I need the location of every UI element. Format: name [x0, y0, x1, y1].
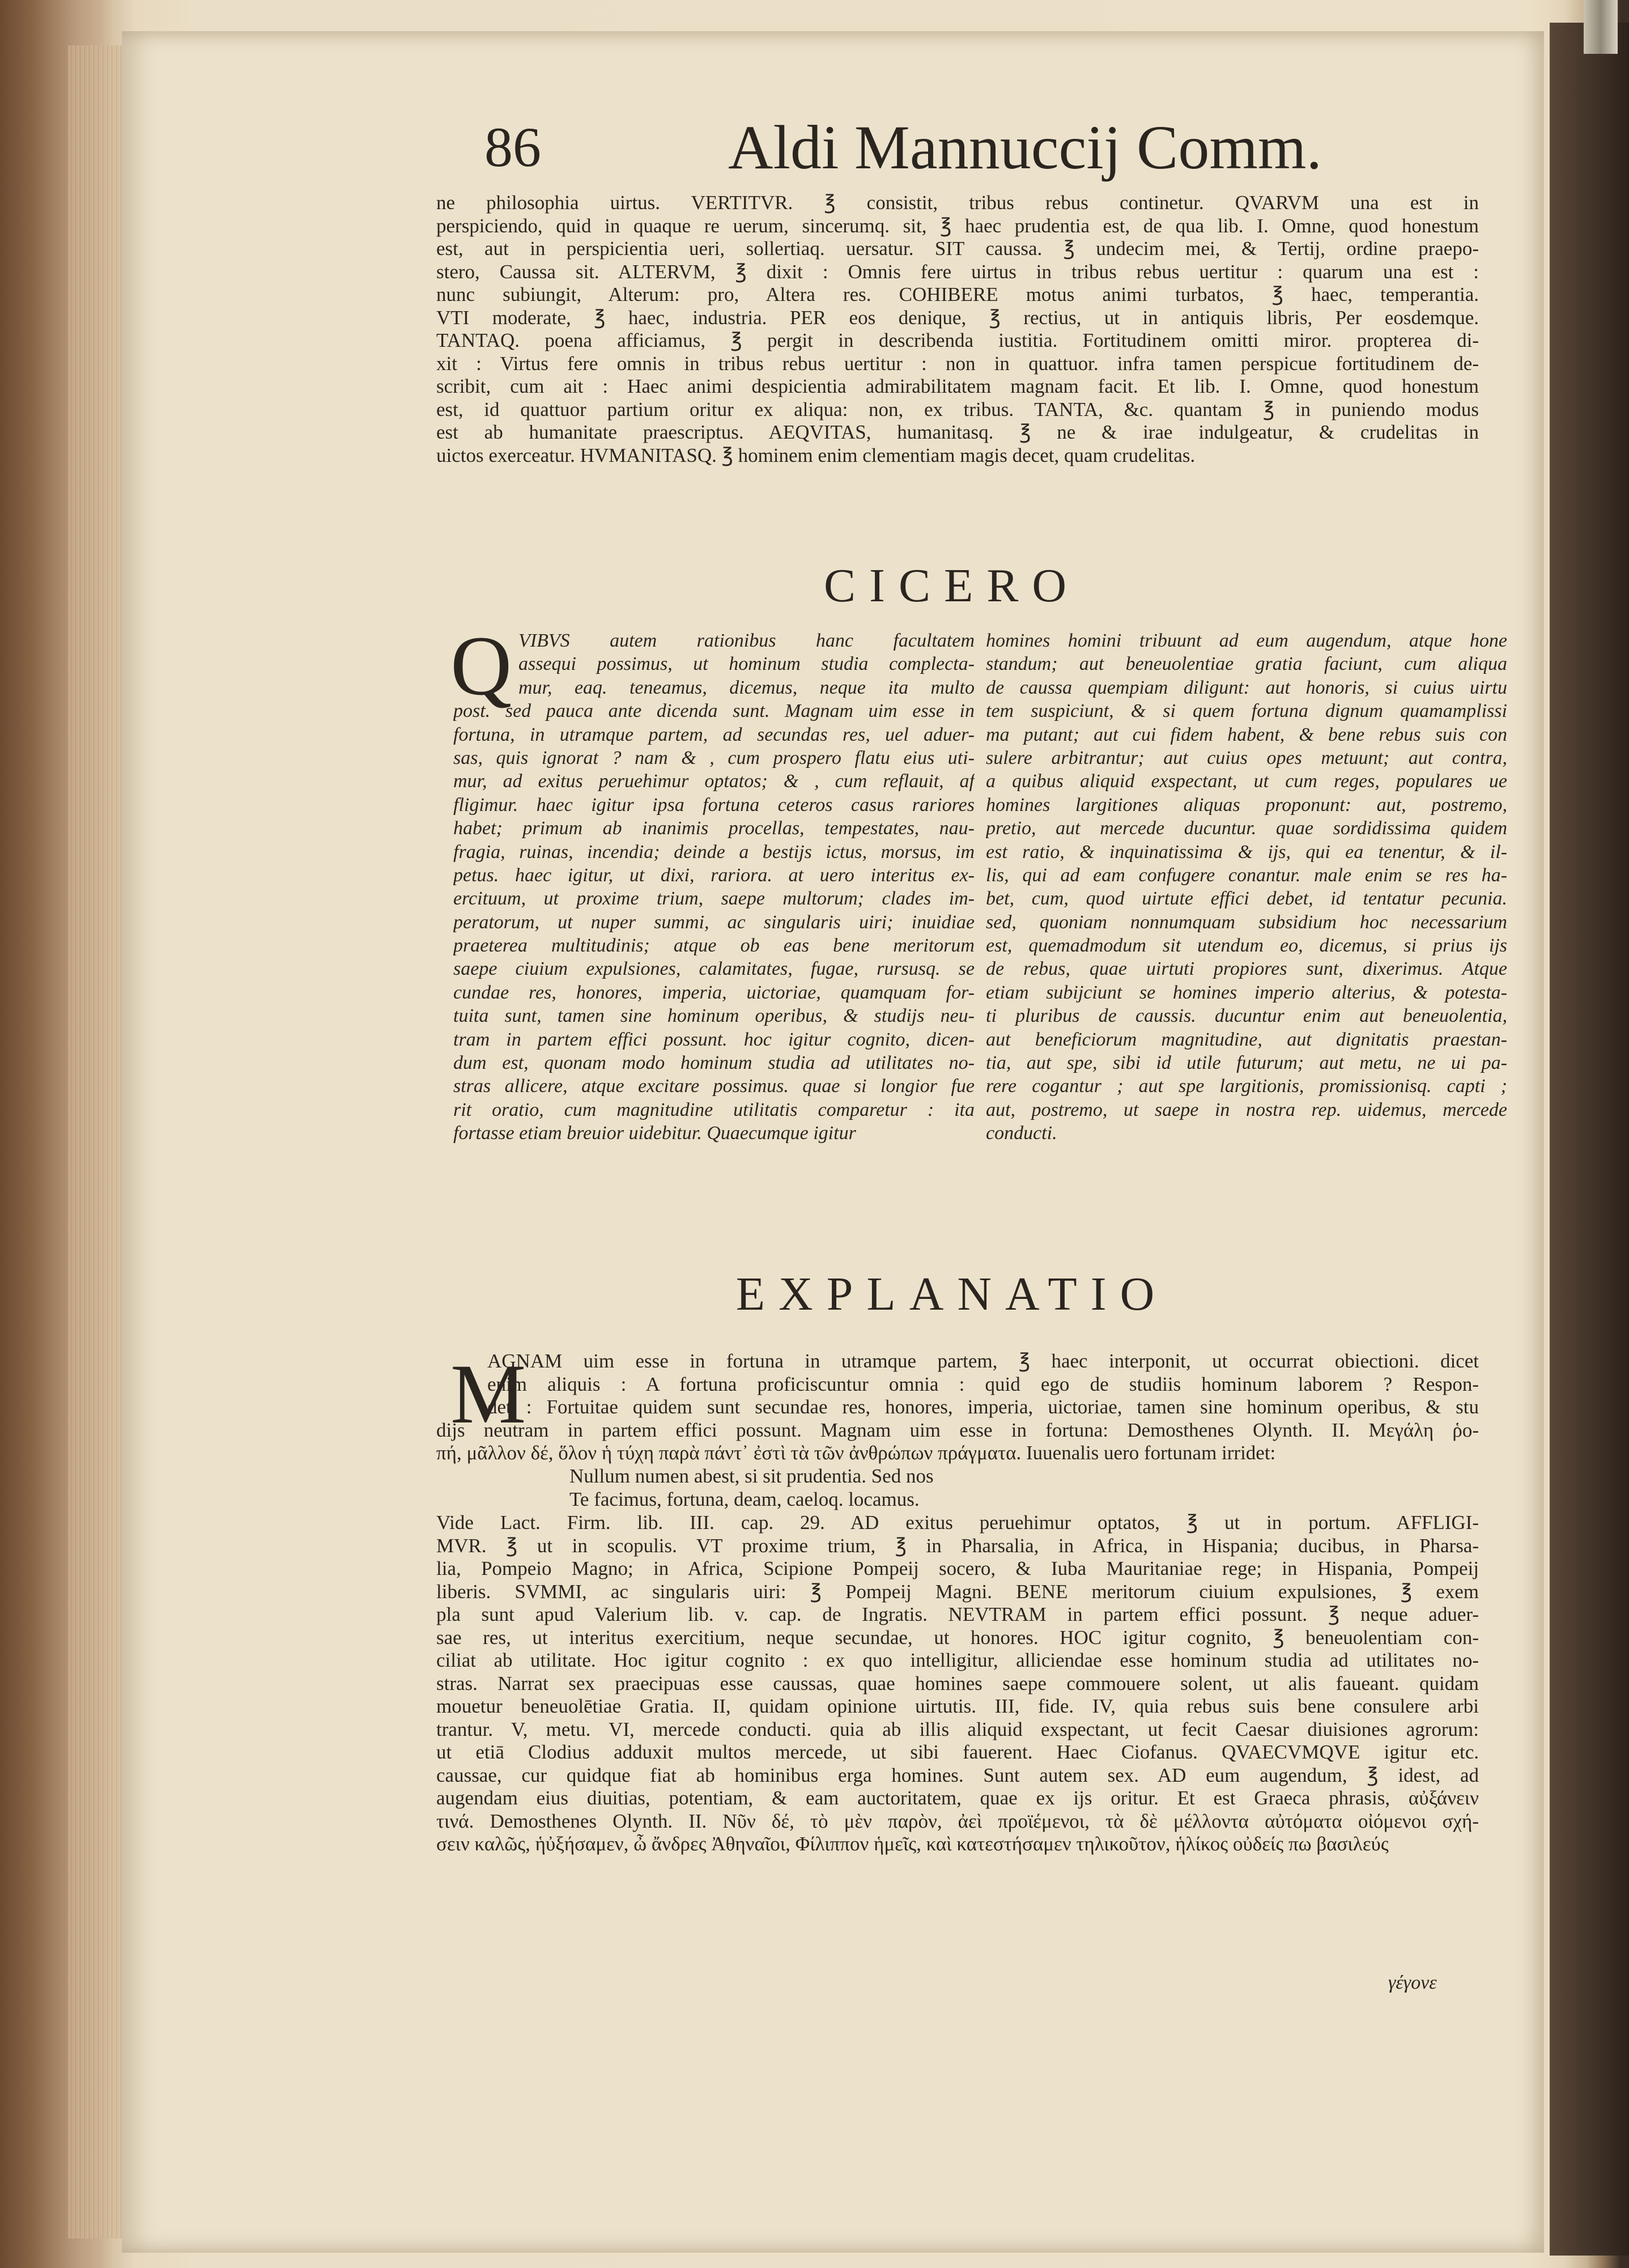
explanatio-text-b: [436, 1511, 1479, 1856]
explanatio-line: ciliat ab utilitate. Hoc igitur cognito : ex quo intelligitur, alliciendae esse hominum studia ad utilitates no-: [436, 1649, 1479, 1671]
cicero-line: saepe ciuium expulsiones, calamitates, fugae, rursusq. se: [453, 958, 975, 980]
commentary-line: uictos exerceatur. HVMANITASQ. ℥ hominem enim clementiam magis decet, quam crudelitas.: [436, 444, 1196, 466]
cicero-line: dum est, quonam modo hominum studia ad utilitates no-: [453, 1052, 975, 1074]
cicero-line: homines homini tribuunt ad eum augendum, atque hone: [986, 630, 1507, 651]
explanatio-line: caussae, cur quidque fiat ab hominibus erga homines. Sunt autem sex. AD eum augendum, ℥ idest, ad: [436, 1764, 1479, 1786]
cicero-line: fragia, ruinas, incendia; deinde a bestijs ictus, morsus, im: [453, 841, 975, 863]
intro-commentary: [436, 192, 1479, 467]
cicero-heading: CICERO: [823, 559, 1081, 612]
explanatio-line: σειν καλῶς, ἡὐξήσαμεν, ὦ ἄνδρες Ἀθηναῖοι, Φίλιππον ἡμεῖς, καὶ κατεστήσαμεν τηλικοῦτον, ἡλίκος οὐδείς πω βασιλεύς: [436, 1833, 1389, 1855]
juvenal-verse: [569, 1465, 1079, 1511]
commentary-line: ne philosophia uirtus. VERTITVR. ℥ consistit, tribus rebus continetur. QVARVM una est in: [436, 192, 1479, 214]
explanatio-line: stras. Narrat sex praecipuas esse caussas, quae homines saepe commouere solent, ut alis faueant. quidam: [436, 1672, 1479, 1694]
cicero-line: cundae res, honores, imperia, uictoriae, quamquam for-: [453, 982, 975, 1003]
cicero-line: de caussa quempiam diligunt: aut honoris, si cuius uirtu: [986, 677, 1507, 698]
explanatio-line: trantur. V, metu. VI, mercede conducti. quia ab illis aliquid exspectant, ut fecit Caesar diuisiones agrorum:: [436, 1718, 1479, 1740]
cicero-line: stras allicere, atque excitare possimus. quae si longior fue: [453, 1076, 975, 1097]
commentary-line: scribit, cum ait : Haec animi despicientia admirabilitatem magnam facit. Et lib. I. Omne, quod honestum: [436, 375, 1479, 397]
cicero-line: fligimur. haec igitur ipsa fortuna ceteros casus rariores: [453, 794, 975, 816]
cicero-line: bet, cum, quod uirtute effici debet, id tentatur pecunia.: [986, 888, 1507, 910]
explanatio-line: MVR. ℥ ut in scopulis. VT proxime trium, ℥ in Pharsalia, in Africa, in Hispania; ducibus, in Pharsa-: [436, 1534, 1479, 1557]
page-header: [484, 113, 1346, 187]
commentary-line: TANTAQ. poena afficiamus, ℥ pergit in describenda iustitia. Fortitudinem omitti miror. propterea di-: [436, 329, 1479, 351]
cicero-line: ercituum, ut proxime trium, saepe multorum; clades im-: [453, 888, 975, 910]
cicero-line: etiam subijciunt se homines imperio alterius, & potesta-: [986, 982, 1507, 1003]
explanatio-line: AGNAM uim esse in fortuna in utramque partem, ℥ haec interponit, ut occurrat obiectioni. dicet: [487, 1350, 1479, 1372]
cicero-line: ti pluribus de caussis. ducuntur enim aut beneuolentia,: [986, 1005, 1507, 1027]
cicero-line: homines largitiones aliquas proponunt: aut, postremo,: [986, 794, 1507, 816]
cicero-line: rere cogantur ; aut spe largitionis, promissionisq. capti ;: [986, 1076, 1507, 1097]
explanatio-line: det : Fortuitae quidem sunt secundae res, honores, imperia, uictoriae, tamen sine hominum operibus, & stu: [487, 1396, 1479, 1418]
cicero-line: assequi possimus, ut hominum studia complecta-: [518, 653, 975, 675]
cicero-line: habet; primum ab inanimis procellas, tempestates, nau-: [453, 818, 975, 839]
cicero-line: ma putant; aut cui fidem habent, & bene rebus suis con: [986, 724, 1507, 745]
explanatio-line: πή, μᾶλλον δέ, ὅλον ἡ τύχη παρὰ πάντ᾽ ἐστὶ τὰ τῶν ἀνθρώπων πράγματα. Iuuenalis uero fortunam irridet:: [436, 1442, 1276, 1464]
explanatio-heading: EXPLANATIO: [735, 1268, 1168, 1320]
cicero-line: fortasse etiam breuior uidebitur. Quaecumque igitur: [453, 1123, 856, 1144]
commentary-line: perspiciendo, quid in quaque re uerum, sincerumq. sit, ℥ haec prudentia est, de qua lib. I. Omne, quod honestum: [436, 214, 1479, 237]
explanatio-text-a: [436, 1347, 1479, 1465]
cicero-line: aut beneficiorum magnitudine, aut dignitatis praestan-: [986, 1029, 1507, 1050]
explanatio-line: enim aliquis : A fortuna proficiscuntur omnia : quid ego de studiis hominum laborem ? Respon-: [487, 1373, 1479, 1395]
explanatio-line: dijs neutram in partem effici possunt. Magnam uim esse in fortuna: Demosthenes Olynth. II. Μεγάλη ῥο-: [436, 1418, 1479, 1441]
cicero-line: a quibus aliquid exspectant, ut cum reges, populares ue: [986, 771, 1507, 792]
explanatio-line: augendam eius diuitias, potentiam, & eam auctoritatem, quae ex ijs oritur. Et est Graeca phrasis, αὐξάνειν: [436, 1787, 1479, 1809]
cicero-line: tram in partem effici possunt. hoc igitur cognito, dicen-: [453, 1029, 975, 1050]
commentary-line: nunc subiungit, Alterum: pro, Altera res. COHIBERE motus animi turbatos, ℥ haec, temperantia.: [436, 283, 1479, 305]
cicero-line: est ratio, & inquinatissima & ijs, qui ea tenentur, & il-: [986, 841, 1507, 863]
explanatio-line: mouetur beneuolētiae Gratia. II, quidam opinione uirtutis. III, fide. IV, quia rebus suis bene consulere arbi: [436, 1695, 1479, 1717]
verse-line: Te facimus, fortuna, deam, caeloq. locamus.: [569, 1488, 920, 1510]
explanatio-line: pla sunt apud Valerium lib. v. cap. de Ingratis. NEVTRAM in partem effici possunt. ℥ neque aduer-: [436, 1603, 1479, 1625]
cicero-line: praeterea multitudinis; atque ob eas bene meritorum: [453, 935, 975, 957]
cicero-line: fortuna, in utramque partem, ad secundas res, uel aduer-: [453, 724, 975, 745]
commentary-line: VTI moderate, ℥ haec, industria. PER eos denique, ℥ rectius, ut in antiquis libris, Per eosdemque.: [436, 306, 1479, 329]
cicero-line: tem suspiciunt, & si quem fortuna dignum quamamplissi: [986, 700, 1507, 722]
explanatio-line: liberis. SVMMI, ac singularis uiri: ℥ Pompeij Magni. BENE meritorum ciuium expulsiones, ℥ exem: [436, 1580, 1479, 1603]
cicero-line: post. sed pauca ante dicenda sunt. Magnam uim esse in: [453, 700, 975, 722]
cicero-line: conducti.: [986, 1123, 1057, 1144]
commentary-line: est ab humanitate praescriptus. AEQVITAS, humanitasq. ℥ ne & irae indulgeatur, & crudelitas in: [436, 421, 1479, 443]
cicero-line: mur, ad exitus peruehimur optatos; & , cum reflauit, af: [453, 771, 975, 792]
page-edges: [68, 45, 122, 2239]
catchword: γέγονε: [1388, 1972, 1437, 1993]
cicero-line: standum; aut beneuolentiae gratia faciunt, cum aliqua: [986, 653, 1507, 675]
cicero-line: mur, eaq. teneamus, dicemus, neque ita multo: [518, 677, 975, 698]
cicero-right-column: [986, 629, 1507, 1145]
cicero-line: pretio, aut mercede ducuntur. quae sordidissima quidem: [986, 818, 1507, 839]
cicero-line: sas, quis ignorat ? nam & , cum prospero flatu eius uti-: [453, 747, 975, 768]
cicero-line: lis, qui ad eam confugere conantur. male enim se res ha-: [986, 864, 1507, 886]
cicero-line: rit oratio, cum magnitudine utilitatis comparetur : ita: [453, 1099, 975, 1120]
explanatio-line: Vide Lact. Firm. lib. III. cap. 29. AD exitus peruehimur optatos, ℥ ut in portum. AFFLIGI-: [436, 1511, 1479, 1534]
verse-line: Nullum numen abest, si sit prudentia. Sed nos: [569, 1465, 934, 1487]
commentary-line: est, aut in perspicientia ueri, sollertiaq. uersatur. SIT caussa. ℥ undecim mei, & Tertij, ordine praepo-: [436, 237, 1479, 260]
cicero-line: peratorum, ut nuper summi, ac singularis uiri; inuidiae: [453, 911, 975, 933]
cicero-line: sulere arbitrantur; aut cuius opes metuunt; aut contra,: [986, 747, 1507, 768]
cicero-line: tia, aut spe, sibi id utile futurum; aut metu, ne ui pa-: [986, 1052, 1507, 1074]
commentary-line: xit : Virtus fere omnis in tribus rebus uertitur : non in quattuor. infra tamen perspicue fortitudinem de-: [436, 352, 1479, 375]
cicero-line: est, quemadmodum sit utendum eo, dicemus, si prius ijs: [986, 935, 1507, 957]
cicero-drop-cap: Q: [450, 619, 512, 713]
explanatio-drop-cap: M: [450, 1347, 526, 1441]
cicero-line: aut, postremo, ut saepe in nostra rep. uidemus, mercede: [986, 1099, 1507, 1120]
commentary-line: stero, Caussa sit. ALTERVM, ℥ dixit : Omnis fere uirtus in tribus rebus uertitur : quarum una est :: [436, 260, 1479, 283]
explanatio-line: τινά. Demosthenes Olynth. II. Νῦν δέ, τὸ μὲν παρὸν, ἀεὶ προϊέμενοι, τὰ δὲ μέλλοντα αὐτόματα οἰόμενοι σχή-: [436, 1810, 1479, 1832]
binding-edge: [1550, 23, 1629, 2256]
running-head: Aldi Mannuccij Comm.: [728, 113, 1322, 182]
commentary-line: est, id quattuor partium oritur ex aliqua: non, ex tribus. TANTA, &c. quantam ℥ in puniendo modus: [436, 398, 1479, 421]
cicero-line: sed, quoniam nonnumquam subsidium hoc necessarium: [986, 911, 1507, 933]
explanatio-line: ut etiā Clodius adduxit multos mercede, ut sibi fauerent. Haec Ciofanus. QVAECVMQVE igitur etc.: [436, 1741, 1479, 1763]
cicero-line: VIBVS autem rationibus hanc facultatem: [518, 630, 975, 651]
cicero-line: petus. haec igitur, ut dixi, rariora. at uero interitus ex-: [453, 864, 975, 886]
cicero-left-column: [453, 629, 975, 1145]
bookmark-ribbon: [1584, 0, 1618, 54]
page-number: 86: [484, 116, 541, 179]
cicero-line: tuita sunt, tamen sine hominum operibus, & studijs neu-: [453, 1005, 975, 1027]
explanatio-line: lia, Pompeio Magno; in Africa, Scipione Pompeij socero, & Iuba Mauritaniae rege; in Hispania, Pompeij: [436, 1557, 1479, 1579]
cicero-line: de rebus, quae uirtuti propiores sunt, dixerimus. Atque: [986, 958, 1507, 980]
explanatio-line: sae res, ut interitus exercitium, neque secundae, ut honores. HOC igitur cognito, ℥ beneuolentiam con-: [436, 1626, 1479, 1649]
